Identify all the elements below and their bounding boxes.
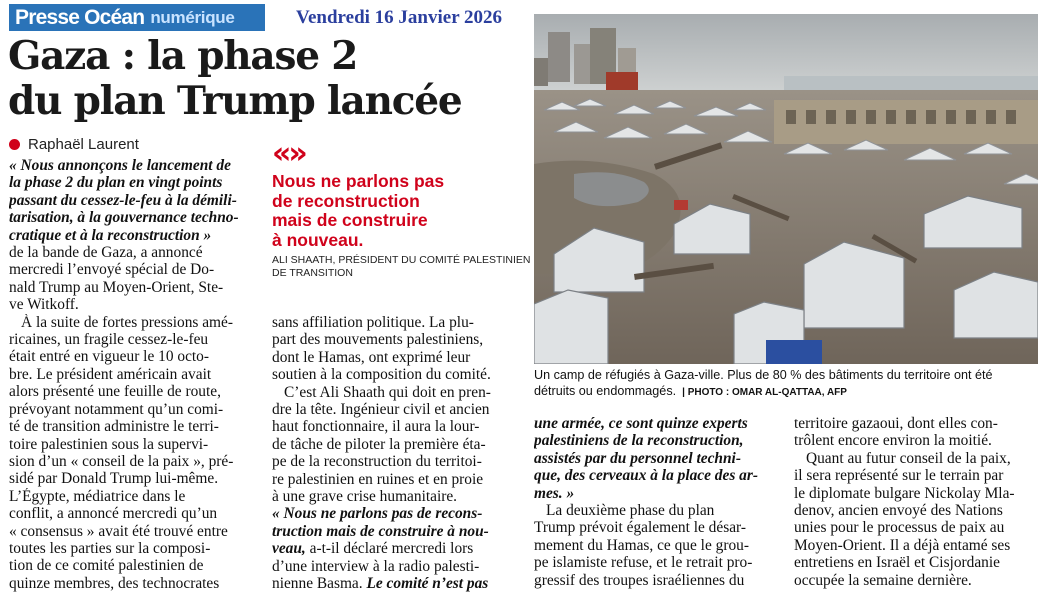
body-line: de tâche de piloter la première éta- [272,435,486,453]
body-line: passant du cessez-le-feu à la démili- [9,191,237,209]
body-line: dre la tête. Ingénieur civil et ancien [272,401,490,419]
body-line: gressif des troupes israéliennes du [534,571,745,589]
headline-line: du plan Trump lancée [8,78,462,124]
body-line: « Nous ne parlons pas de recons- [272,505,483,523]
body-line: toire palestinien sous la supervi- [9,435,209,453]
caption-line: détruits ou endommagés. [534,384,677,398]
article-column-4 [794,415,1038,589]
body-line: Trump prévoit également le désar- [534,519,746,537]
body-line: C’est Ali Shaath qui doit en pren- [284,383,491,401]
body-line: sans affiliation politique. La plu- [272,314,474,331]
refugee-camp-photo [534,14,1038,364]
body-line: occupée la semaine dernière. [794,571,972,589]
pull-quote [272,136,531,280]
publication-date: Vendredi 16 Janvier 2026 [296,7,503,28]
body-line: « Nous annonçons le lancement de [9,157,231,174]
body-line: dont le Hamas, ont exprimé leur [272,348,471,366]
pull-quote-source [272,254,530,280]
body-line: soutien à la composition du comité. [272,366,491,384]
body-line: cratique et à la reconstruction » [9,226,212,244]
caption-line: Un camp de réfugiés à Gaza-ville. Plus de 80 % des bâtiments du territoire ont été [534,368,993,382]
quote-mark-icon: «» [272,136,305,171]
photo-credit: | PHOTO : OMAR AL-QATTAA, AFP [682,387,847,398]
body-line: une armée, ce sont quinze experts [534,415,748,432]
quote-source-line: ALI SHAATH, PRÉSIDENT DU COMITÉ PALESTINIEN [272,254,531,266]
body-line: il sera représenté sur le terrain par [794,467,1004,485]
body-line: à une grave crise humanitaire. [272,488,458,506]
body-line: mement du Hamas, ce que le grou- [534,536,749,554]
body-line: de la bande de Gaza, a annoncé [9,244,203,262]
body-line: bre. Le président américain avait [9,365,212,383]
article-column-1 [9,157,266,592]
body-line: « consensus » avait été trouvé entre [9,522,228,540]
body-line: alors présenté une feuille de route, [9,383,221,401]
body-line: prévoyant notamment qu’un comi- [9,400,224,418]
body-line: re palestinien en ruines et en proie [272,470,484,488]
quote-line: à nouveau. [272,229,364,250]
refugee-camp-image [534,14,1038,364]
body-fragment: Le comité n’est pas [366,575,489,593]
quote-line: de reconstruction [272,190,420,211]
masthead-brand [9,4,265,31]
quote-line: mais de construire [272,210,428,230]
body-line: toutes les parties sur la composi- [9,539,211,557]
body-line: part des mouvements palestiniens, [272,331,484,349]
body-line: trôlent encore environ la moitié. [794,432,992,450]
body-line: quinze membres, des technocrates [9,574,220,592]
body-line: tarisation, à la gouvernance techno- [9,209,239,227]
body-line: La deuxième phase du plan [546,502,715,520]
author-name: Raphaël Laurent [28,136,139,153]
body-line: truction mais de construire à nou- [272,522,489,540]
brand-suffix: numérique [150,7,235,27]
body-line: mes. » [534,484,575,502]
body-fragment: a-t-il déclaré mercredi lors [305,540,474,558]
body-line: pe de la reconstruction du territoi- [272,453,482,471]
brand-name: Presse Océan [15,5,145,29]
body-line: était entré en vigueur le 10 octo- [9,348,209,366]
photo-caption [534,367,1038,401]
body-line: le diplomate bulgare Nickolay Mla- [794,484,1015,502]
quote-line: Nous ne parlons pas [272,171,445,191]
body-line: L’Égypte, médiatrice dans le [9,487,186,505]
body-line: conflit, a annoncé mercredi qu’un [9,505,218,523]
article-column-2 [272,314,528,593]
body-line: mercredi l’envoyé spécial de Do- [9,261,215,279]
body-line: entretiens en Israël et Cisjordanie [794,554,1000,572]
body-fragment: veau, [272,540,306,558]
body-line: À la suite de fortes pressions amé- [21,313,233,331]
article-column-3 [534,415,777,589]
body-fragment: nienne Basma. [272,575,367,593]
body-line: assistés par du personnel techni- [534,449,741,467]
body-line: territoire gazaoui, dont elles con- [794,415,998,432]
body-line: Quant au futur conseil de la paix, [806,449,1011,467]
body-line: nald Trump au Moyen-Orient, Ste- [9,278,224,296]
body-line: haut fonctionnaire, il aura la lour- [272,418,480,436]
body-line: tion de ce comité palestinien de [9,557,204,575]
pull-quote-text [272,172,530,250]
body-line [272,575,528,592]
body-line: ricaines, un fragile cessez-le-feu [9,331,209,349]
body-line: que, des cerveaux à la place des ar- [534,467,758,485]
byline-bullet-icon [9,139,20,150]
body-line: sion d’un « conseil de la paix », pré- [9,452,234,470]
body-line: palestiniens de la reconstruction, [534,432,744,450]
body-line: denov, ancien envoyé des Nations [794,502,1003,520]
quote-source-line: DE TRANSITION [272,267,353,279]
body-line: ve Witkoff. [9,296,79,314]
headline-line: Gaza : la phase 2 [8,33,358,79]
body-line: unies pour le processus de paix au [794,519,1005,537]
body-line: té de transition administre le terri- [9,418,219,436]
body-line: pe islamiste refuse, et le retrait pro- [534,554,753,572]
body-line [272,540,528,557]
body-line: d’une interview à la radio palesti- [272,557,480,575]
body-line: sidé par Donald Trump lui-même. [9,470,219,488]
body-line: Moyen-Orient. Il a déjà entamé ses [794,536,1011,554]
byline [9,136,139,153]
headline [8,34,533,124]
body-line: la phase 2 du plan en vingt points [9,174,223,192]
